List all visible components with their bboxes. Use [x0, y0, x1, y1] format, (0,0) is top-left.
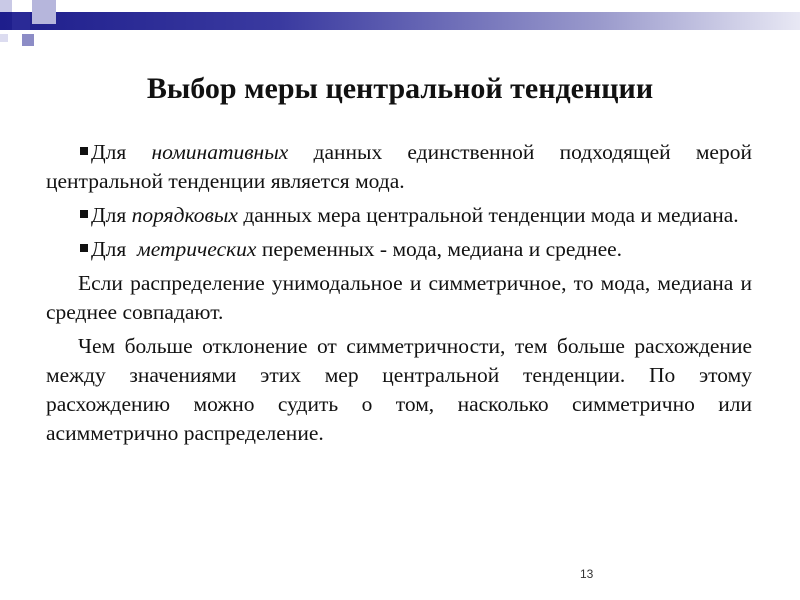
decoration-square — [32, 0, 56, 24]
slide-title: Выбор меры центральной тенденции — [146, 72, 654, 105]
bullet-paragraph: Для метрических переменных - мода, медиана и среднее. — [46, 235, 752, 264]
page-number: 13 — [580, 567, 594, 581]
bullet-paragraph: Для номинативных данных единственной подходящей мерой центральной тенденции является мода. — [46, 140, 752, 193]
decoration-square — [12, 12, 30, 30]
body-paragraph: Чем больше отклонение от симметричности, тем больше расхождение между значениями этих мер центральной тенденции. По этому расхождению можно судить о том, насколько симметрично или асимметрично распределение. — [46, 334, 752, 445]
slide-body — [46, 138, 752, 453]
square-bullet-icon — [80, 244, 88, 252]
square-bullet-icon — [80, 210, 88, 218]
decoration-square — [0, 34, 8, 42]
square-bullet-icon — [80, 147, 88, 155]
bullet-paragraph: Для порядковых данных мера центральной тенденции мода и медиана. — [46, 201, 752, 230]
decoration-square — [0, 0, 12, 12]
body-paragraph: Если распределение унимодальное и симметричное, то мода, медиана и среднее совпадают. — [46, 271, 752, 324]
decoration-square — [22, 34, 34, 46]
header-decoration-bar — [0, 12, 800, 30]
